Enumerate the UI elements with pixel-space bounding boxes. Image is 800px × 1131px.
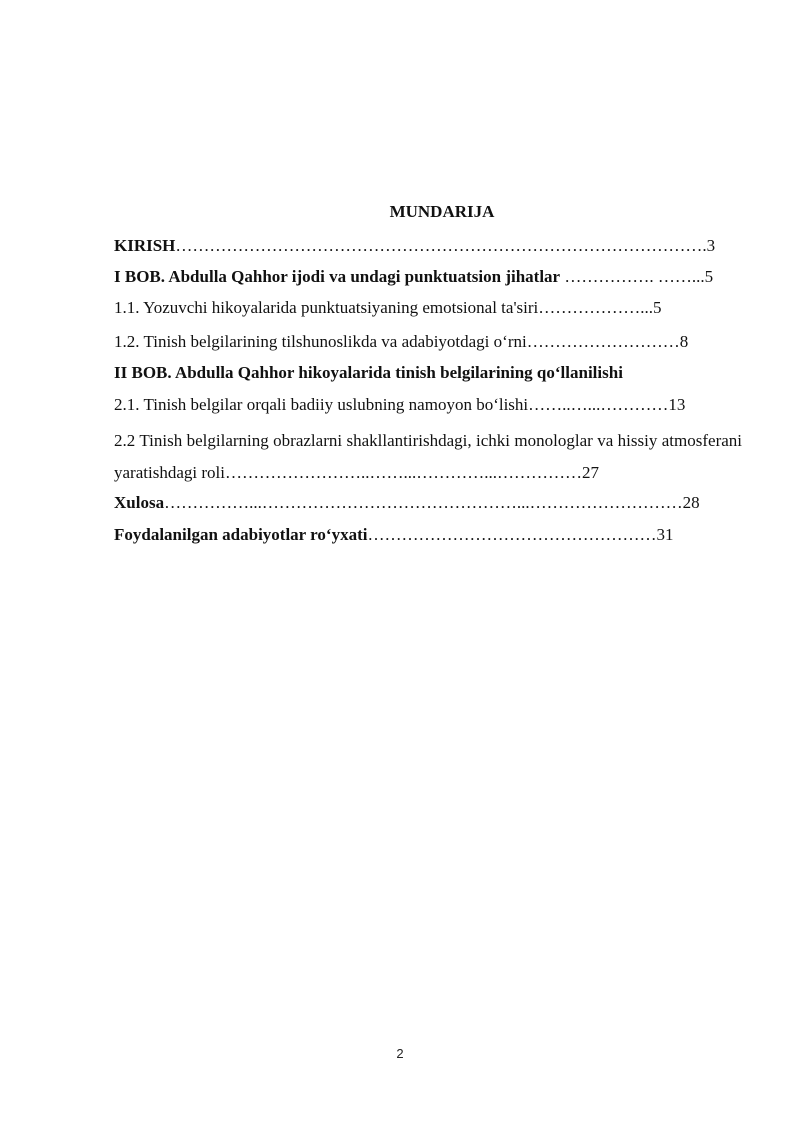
toc-entry-section-2-1 <box>114 393 742 417</box>
toc-page-number: 5 <box>652 298 662 317</box>
toc-leader-dots: …………………………………………… <box>367 525 657 544</box>
toc-entry-section-1-1 <box>114 296 742 320</box>
toc-leader-dots: ……………...………………………………………...……………………… <box>164 493 683 512</box>
toc-page-number: 5 <box>704 267 714 286</box>
toc-entry-label: II BOB. Abdulla Qahhor hikoyalarida tinish belgilarining qo‘llanilishi <box>114 363 623 382</box>
toc-entry-chapter-1 <box>114 266 742 288</box>
toc-entry-xulosa <box>114 491 742 515</box>
toc-leader-dots: ……………………..……...…………...…………… <box>224 463 582 482</box>
toc-leader-dots: ……………………… <box>526 332 680 351</box>
toc-page-number: 31 <box>656 525 674 544</box>
toc-entry-references <box>114 523 742 547</box>
toc-page-number: 27 <box>581 463 599 482</box>
toc-title: MUNDARIJA <box>389 202 495 221</box>
toc-entry-section-1-2 <box>114 330 742 354</box>
toc-entry-label: 1.1. Yozuvchi hikoyalarida punktuatsiyaning emotsional ta'siri <box>114 298 539 317</box>
toc-page-number: 8 <box>679 332 689 351</box>
toc-entry-chapter-2 <box>114 361 742 385</box>
toc-entry-section-2-2 <box>114 425 742 489</box>
toc-page-number: 3 <box>706 236 716 255</box>
toc-entry-label: 1.2. Tinish belgilarining tilshunoslikda va adabiyotdagi o‘rni <box>114 332 527 351</box>
toc-leader-dots: ……………. ……... <box>560 267 705 286</box>
toc-page-number: 13 <box>668 395 686 414</box>
toc-leader-dots: …………………………………………………………………………………. <box>175 236 707 255</box>
table-of-contents <box>114 200 742 547</box>
toc-entry-label: Foydalanilgan adabiyotlar ro‘yxati <box>114 525 368 544</box>
toc-entry-label: I BOB. Abdulla Qahhor ijodi va undagi punktuatsion jihatlar <box>114 267 561 286</box>
toc-entry-label: 2.1. Tinish belgilar orqali badiiy uslubning namoyon bo‘lishi <box>114 395 529 414</box>
toc-entry-label: KIRISH <box>114 236 176 255</box>
toc-entry-label: 2.2 Tinish belgilarning obrazlarni shakllantirishdagi, ichki monologlar va hissiy atmosferani yaratishdagi roli <box>114 431 742 482</box>
toc-leader-dots: ………………... <box>538 298 653 317</box>
toc-leader-dots: ……..…...………… <box>528 395 669 414</box>
toc-page-number: 28 <box>682 493 700 512</box>
toc-entry-kirish <box>114 234 742 258</box>
toc-entry-label: Xulosa <box>114 493 165 512</box>
page-number: 2 <box>396 1046 404 1061</box>
